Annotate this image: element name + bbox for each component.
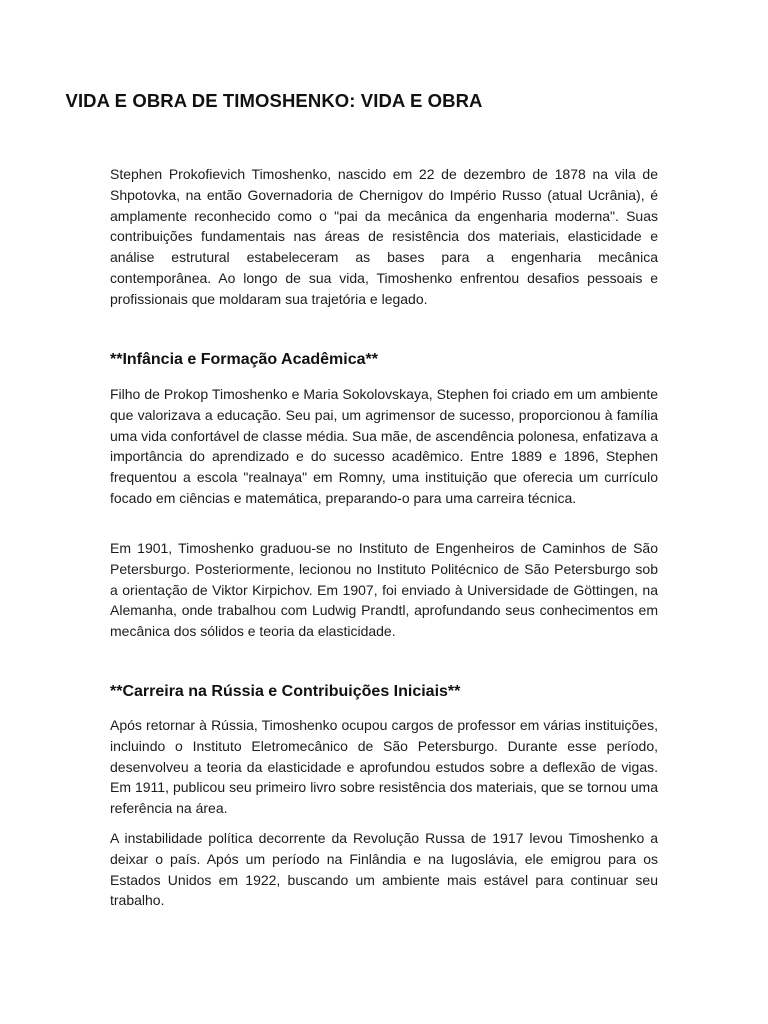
intro-block xyxy=(110,164,658,310)
section-career-paragraph-2-block xyxy=(110,828,658,911)
section-heading: **Infância e Formação Acadêmica** xyxy=(110,351,378,368)
section-childhood xyxy=(110,349,658,371)
section-heading: **Carreira na Rússia e Contribuições Iniciais** xyxy=(110,683,461,700)
section-paragraph: Filho de Prokop Timoshenko e Maria Sokolovskaya, Stephen foi criado em um ambiente que valorizava a educação. Seu pai, um agrimensor de sucesso, proporcionou à família uma vida confortável de classe média. Sua mãe, de ascendência polonesa, enfatizava a importância do aprendizado e do sucesso acadêmico. Entre 1889 e 1896, Stephen frequentou a escola "realnaya" em Romny, uma instituição que oferecia um currículo focado em ciências e matemática, preparando-o para uma carreira técnica. xyxy=(110,386,658,506)
section-career xyxy=(110,681,658,703)
document-title: VIDA E OBRA DE TIMOSHENKO: VIDA E OBRA xyxy=(65,90,483,111)
section-paragraph: A instabilidade política decorrente da Revolução Russa de 1917 levou Timoshenko a deixar o país. Após um período na Finlândia e na Iugoslávia, ele emigrou para os Estados Unidos em 1922, buscando um ambiente mais estável para continuar seu trabalho. xyxy=(110,830,658,909)
section-childhood-paragraph-1-block xyxy=(110,384,658,509)
section-childhood-paragraph-2-block xyxy=(110,538,658,642)
section-paragraph: Após retornar à Rússia, Timoshenko ocupou cargos de professor em várias instituições, incluindo o Instituto Eletromecânico de São Petersburgo. Durante esse período, desenvolveu a teoria da elasticidade e aprofundou estudos sobre a deflexão de vigas. Em 1911, publicou seu primeiro livro sobre resistência dos materiais, que se tornou uma referência na área. xyxy=(110,717,658,817)
section-paragraph: Em 1901, Timoshenko graduou-se no Instituto de Engenheiros de Caminhos de São Petersburgo. Posteriormente, lecionou no Instituto Politécnico de São Petersburgo sob a orientação de Viktor Kirpichov. Em 1907, foi enviado à Universidade de Göttingen, na Alemanha, onde trabalhou com Ludwig Prandtl, aprofundando seus conhecimentos em mecânica dos sólidos e teoria da elasticidade. xyxy=(110,540,658,640)
intro-paragraph: Stephen Prokofievich Timoshenko, nascido em 22 de dezembro de 1878 na vila de Shpotovka, na então Governadoria de Chernigov do Império Russo (atual Ucrânia), é amplamente reconhecido como o "pai da mecânica da engenharia moderna". Suas contribuições fundamentais nas áreas de resistência dos materiais, elasticidade e análise estrutural estabeleceram as bases para a engenharia mecânica contemporânea. Ao longo de sua vida, Timoshenko enfrentou desafios pessoais e profissionais que moldaram sua trajetória e legado. xyxy=(110,166,658,307)
section-career-paragraph-1-block xyxy=(110,715,658,819)
